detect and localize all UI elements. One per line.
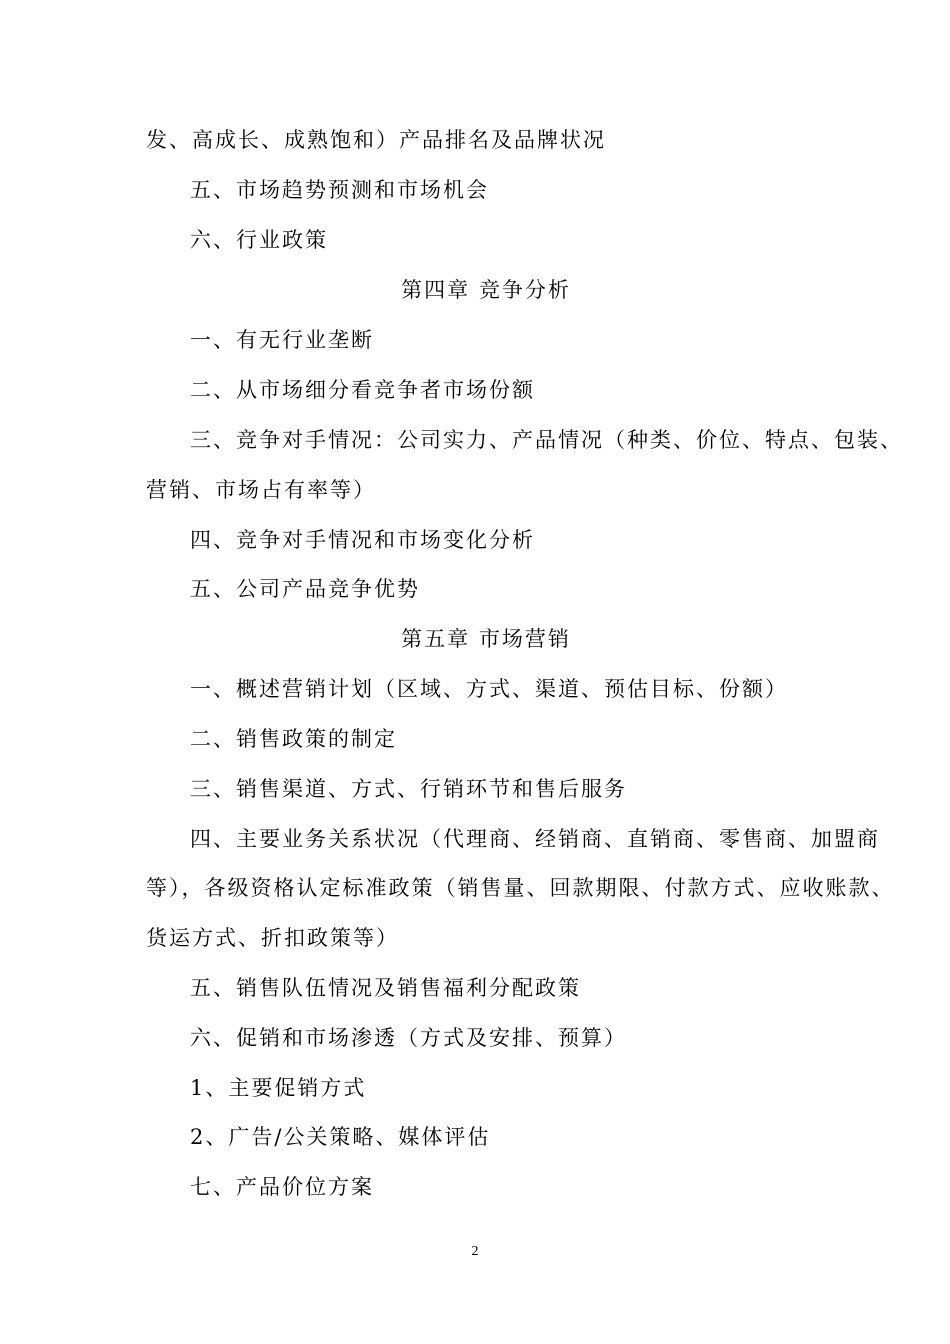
list-item: 六、促销和市场渗透（方式及安排、预算） bbox=[190, 1026, 627, 1050]
list-item: 五、市场趋势预测和市场机会 bbox=[190, 178, 489, 202]
list-item: 一、概述营销计划（区域、方式、渠道、预估目标、份额） bbox=[190, 677, 788, 701]
page-number: 2 bbox=[471, 1244, 479, 1259]
chapter-heading: 第五章 市场营销 bbox=[401, 627, 571, 651]
list-item: 二、从市场细分看竞争者市场份额 bbox=[190, 378, 535, 402]
list-item: 2、广告/公关策略、媒体评估 bbox=[190, 1125, 491, 1149]
list-item: 四、竞争对手情况和市场变化分析 bbox=[190, 528, 535, 552]
list-item: 五、公司产品竞争优势 bbox=[190, 577, 420, 601]
list-item: 二、销售政策的制定 bbox=[190, 727, 397, 751]
list-item: 1、主要促销方式 bbox=[190, 1076, 367, 1100]
paragraph-continuation: 等），各级资格认定标准政策（销售量、回款期限、付款方式、应收账款、 bbox=[146, 876, 895, 900]
list-item: 六、行业政策 bbox=[190, 228, 328, 252]
list-item: 一、有无行业垄断 bbox=[190, 328, 374, 352]
list-item: 四、主要业务关系状况（代理商、经销商、直销商、零售商、加盟商 bbox=[190, 827, 880, 851]
list-item: 三、销售渠道、方式、行销环节和售后服务 bbox=[190, 777, 627, 801]
list-item: 三、竞争对手情况：公司实力、产品情况（种类、价位、特点、包装、 bbox=[190, 428, 903, 452]
chapter-heading: 第四章 竞争分析 bbox=[401, 278, 571, 302]
paragraph-continuation: 货运方式、折扣政策等） bbox=[146, 926, 399, 950]
list-item: 七、产品价位方案 bbox=[190, 1175, 374, 1199]
paragraph-continuation: 发、高成长、成熟饱和）产品排名及品牌状况 bbox=[146, 128, 606, 152]
list-item: 五、销售队伍情况及销售福利分配政策 bbox=[190, 976, 581, 1000]
paragraph-continuation: 营销、市场占有率等） bbox=[146, 478, 376, 502]
